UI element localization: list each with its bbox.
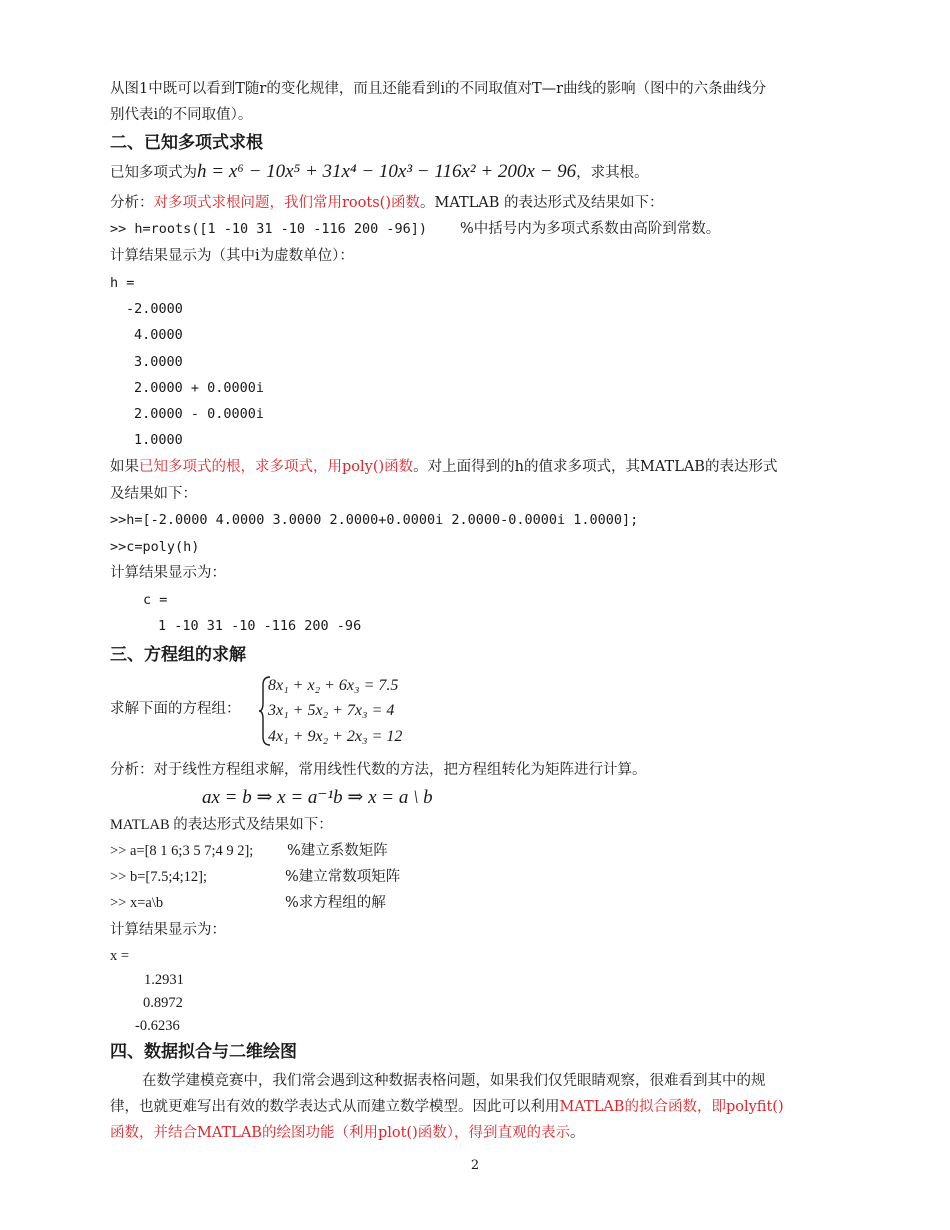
code-comment: %求方程组的解 [285, 895, 386, 911]
output-value: 2.0000 + 0.0000i [134, 380, 265, 396]
code-comment: %建立系数矩阵 [287, 843, 388, 859]
equation-row: 8x₁ + x₂ + 6x₃ = 7.5 [268, 677, 399, 694]
paragraph-line [110, 1123, 585, 1143]
text: 。 [570, 1125, 585, 1141]
output-value: 1.2931 [144, 972, 184, 988]
output-value: -0.6236 [135, 1018, 180, 1034]
text: 。对上面得到的h的值求多项式，其MATLAB的表达形式 [413, 459, 778, 475]
output-label-c: c = [143, 592, 168, 608]
code-line: >> a=[8 1 6;3 5 7;4 9 2]; [110, 843, 254, 859]
equation-row: 4x₁ + 9x₂ + 2x₃ = 12 [268, 728, 403, 745]
code-line: >>h=[-2.0000 4.0000 3.0000 2.0000+0.0000i 2.0000-0.0000i 1.0000]; [110, 512, 639, 528]
code-line: >>c=poly(h) [110, 539, 200, 555]
code-line: >> b=[7.5;4;12]; [110, 869, 208, 885]
polynomial-line [110, 162, 649, 183]
result-caption: 计算结果显示为： [110, 922, 226, 938]
output-value: -2.0000 [126, 301, 183, 317]
paragraph-line: 及结果如下： [110, 486, 197, 502]
output-value: 2.0000 - 0.0000i [134, 406, 265, 422]
output-label-h: h = [110, 275, 135, 291]
paragraph-line [110, 457, 777, 477]
polynomial-equation: h = x⁶ − 10x⁵ + 31x⁴ − 10x³ − 116x² + 200x − 96 [197, 161, 577, 182]
text: 如果 [110, 459, 139, 475]
highlight-text: MATLAB的拟合函数，即polyfit() [559, 1099, 784, 1115]
paragraph-line: 别代表i的不同取值）。 [110, 107, 253, 123]
code-comment: %建立常数项矩阵 [285, 869, 401, 885]
system-label: 求解下面的方程组： [110, 701, 241, 717]
result-caption: 计算结果显示为（其中i为虚数单位）： [110, 248, 354, 264]
output-value: 3.0000 [134, 354, 183, 370]
paragraph-line: 在数学建模竞赛中，我们常会遇到这种数据表格问题，如果我们仅凭眼睛观察，很难看到其中的规 [142, 1073, 766, 1089]
poly-prefix: 已知多项式为 [110, 165, 197, 181]
paragraph-line [110, 1097, 784, 1117]
analysis-line [110, 193, 664, 213]
output-value: 4.0000 [134, 327, 183, 343]
page-number: 2 [470, 1158, 480, 1173]
code-line: >> x=a\b [110, 895, 164, 911]
highlight-text: 已知多项式的根，求多项式，用poly()函数 [139, 459, 414, 475]
section-heading-3: 三、方程组的求解 [110, 645, 246, 665]
analysis-highlight: 对多项式求根问题，我们常用roots()函数 [153, 195, 420, 211]
result-caption: 计算结果显示为： [110, 565, 226, 581]
section-heading-2: 二、已知多项式求根 [110, 133, 263, 153]
section-heading-4: 四、数据拟合与二维绘图 [110, 1042, 297, 1062]
output-value: 1 -10 31 -10 -116 200 -96 [158, 618, 362, 634]
matlab-intro: MATLAB 的表达形式及结果如下： [110, 817, 333, 833]
code-roots: >> h=roots([1 -10 31 -10 -116 200 -96]) [110, 221, 427, 237]
matrix-equation: ax = b ⇒ x = a⁻¹b ⇒ x = a \ b [202, 787, 433, 808]
equation-row: 3x₁ + 5x₂ + 7x₃ = 4 [268, 702, 395, 719]
text: 律，也就更难写出有效的数学表达式从而建立数学模型。因此可以利用 [110, 1099, 560, 1115]
paragraph-line: 从图1中既可以看到T随r的变化规律，而且还能看到i的不同取值对T—r曲线的影响（图中的六条曲线分 [110, 81, 767, 97]
code-comment: %中括号内为多项式系数由高阶到常数。 [460, 221, 721, 237]
highlight-text: 函数，并结合MATLAB的绘图功能（利用plot()函数），得到直观的表示 [110, 1125, 570, 1141]
analysis-line: 分析：对于线性方程组求解，常用线性代数的方法，把方程组转化为矩阵进行计算。 [110, 762, 647, 778]
output-value: 0.8972 [143, 995, 183, 1011]
output-value: 1.0000 [134, 432, 183, 448]
analysis-prefix: 分析： [110, 195, 154, 211]
poly-suffix: ，求其根。 [576, 165, 649, 181]
analysis-suffix: 。MATLAB 的表达形式及结果如下： [419, 195, 664, 211]
output-label-x: x = [110, 948, 130, 964]
